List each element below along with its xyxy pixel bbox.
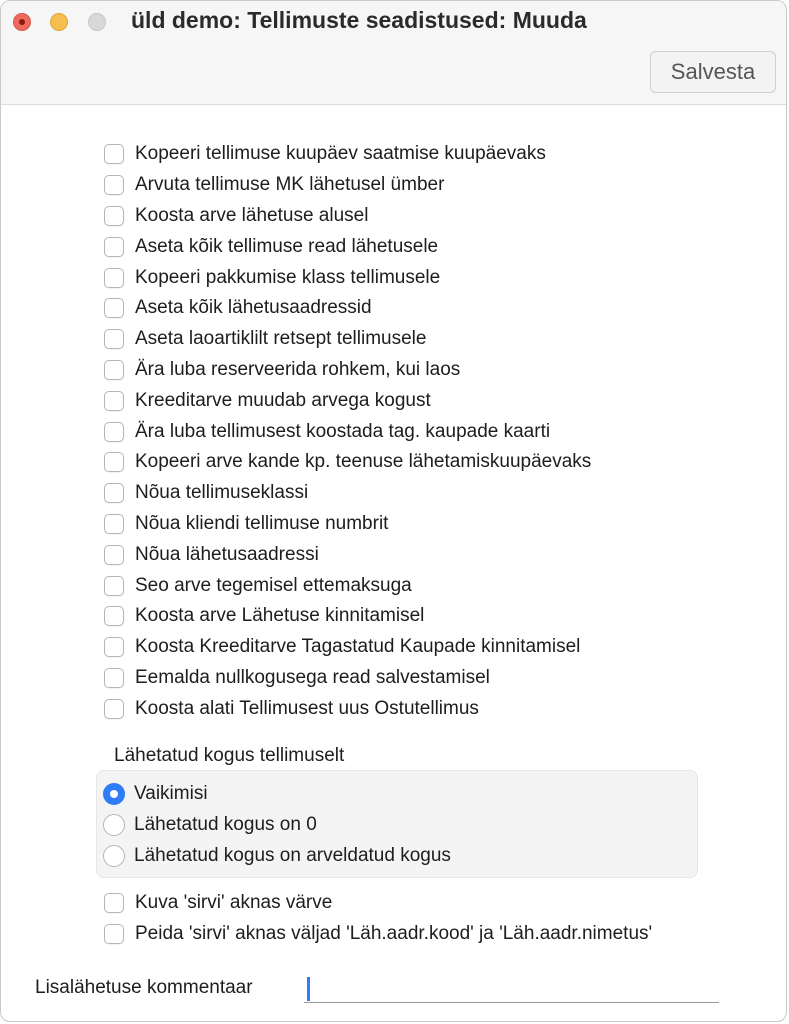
checkbox-label: Eemalda nullkogusega read salvestamisel [135, 666, 490, 688]
zoom-window-button [88, 13, 106, 31]
checkbox[interactable] [104, 206, 124, 226]
checkbox-label: Ära luba tellimusest koostada tag. kaupade kaarti [135, 420, 551, 442]
checkbox-label: Seo arve tegemisel ettemaksuga [135, 574, 412, 596]
checkbox-row[interactable] [104, 170, 591, 201]
checkbox[interactable] [104, 298, 124, 318]
close-window-button[interactable] [13, 13, 31, 31]
checkbox-row[interactable] [104, 231, 591, 262]
checkbox-label: Ära luba reserveerida rohkem, kui laos [135, 358, 461, 380]
checkbox-row[interactable] [104, 888, 652, 919]
checkbox[interactable] [104, 514, 124, 534]
checkbox[interactable] [104, 924, 124, 944]
radio-label: Lähetatud kogus on arveldatud kogus [134, 844, 451, 866]
checkbox-label: Aseta laoartiklilt retsept tellimusele [135, 328, 427, 350]
checkbox[interactable] [104, 360, 124, 380]
radio-button[interactable] [103, 814, 125, 836]
checkbox-label: Kopeeri tellimuse kuupäev saatmise kuupäevaks [135, 143, 546, 165]
radio-label: Vaikimisi [134, 782, 208, 804]
checkbox-row[interactable] [104, 663, 591, 694]
checkbox-label: Kopeeri pakkumise klass tellimusele [135, 266, 441, 288]
checkbox-row[interactable] [104, 478, 591, 509]
checkbox-label: Arvuta tellimuse MK lähetusel ümber [135, 174, 445, 196]
checkbox[interactable] [104, 391, 124, 411]
shipped-quantity-options [103, 778, 451, 871]
checkbox-row[interactable] [104, 601, 591, 632]
comment-input[interactable] [304, 973, 719, 1003]
shipped-quantity-title: Lähetatud kogus tellimuselt [114, 745, 345, 766]
checkbox-label: Kuva 'sirvi' aknas värve [135, 892, 333, 914]
checkbox-row[interactable] [104, 139, 591, 170]
checkbox-row[interactable] [104, 293, 591, 324]
checkbox-label: Kopeeri arve kande kp. teenuse lähetamiskuupäevaks [135, 451, 592, 473]
checkbox[interactable] [104, 637, 124, 657]
checkbox-row[interactable] [104, 509, 591, 540]
checkbox-label: Koosta alati Tellimusest uus Ostutellimus [135, 697, 479, 719]
checkbox-label: Koosta arve Lähetuse kinnitamisel [135, 605, 425, 627]
checkbox[interactable] [104, 606, 124, 626]
checkbox[interactable] [104, 699, 124, 719]
checkbox-label: Kreeditarve muudab arvega kogust [135, 389, 431, 411]
checkbox-list [104, 139, 591, 724]
checkbox-row[interactable] [104, 539, 591, 570]
checkbox-row[interactable] [104, 355, 591, 386]
radio-option[interactable] [103, 809, 451, 840]
title-bar [1, 1, 786, 105]
checkbox[interactable] [104, 144, 124, 164]
radio-option[interactable] [103, 840, 451, 871]
checkbox-row[interactable] [104, 447, 591, 478]
comment-label: Lisalähetuse kommentaar [35, 977, 253, 998]
save-button[interactable]: Salvesta [650, 51, 776, 93]
checkbox[interactable] [104, 545, 124, 565]
checkbox[interactable] [104, 893, 124, 913]
checkbox[interactable] [104, 452, 124, 472]
checkbox[interactable] [104, 668, 124, 688]
checkbox-label: Koosta arve lähetuse alusel [135, 204, 369, 226]
checkbox[interactable] [104, 422, 124, 442]
checkbox-label: Nõua tellimuseklassi [135, 482, 309, 504]
checkbox-row[interactable] [104, 416, 591, 447]
checkbox[interactable] [104, 329, 124, 349]
text-caret [307, 977, 310, 1001]
checkbox-label: Aseta kõik tellimuse read lähetusele [135, 235, 439, 257]
checkbox[interactable] [104, 483, 124, 503]
checkbox-label: Nõua kliendi tellimuse numbrit [135, 512, 389, 534]
checkbox[interactable] [104, 268, 124, 288]
checkbox-row[interactable] [104, 324, 591, 355]
checkbox-label: Koosta Kreeditarve Tagastatud Kaupade kinnitamisel [135, 636, 581, 658]
window-title: üld demo: Tellimuste seadistused: Muuda [131, 7, 587, 33]
checkbox-row[interactable] [104, 262, 591, 293]
checkbox-row[interactable] [104, 919, 652, 950]
checkbox-label: Peida 'sirvi' aknas väljad 'Läh.aadr.kood' ja 'Läh.aadr.nimetus' [135, 923, 653, 945]
radio-label: Lähetatud kogus on 0 [134, 813, 317, 835]
checkbox-row[interactable] [104, 693, 591, 724]
checkbox[interactable] [104, 576, 124, 596]
checkbox-row[interactable] [104, 385, 591, 416]
checkbox-row[interactable] [104, 632, 591, 663]
browse-checkbox-list [104, 888, 652, 950]
checkbox-label: Aseta kõik lähetusaadressid [135, 297, 372, 319]
checkbox-row[interactable] [104, 570, 591, 601]
checkbox-row[interactable] [104, 201, 591, 232]
minimize-window-button[interactable] [50, 13, 68, 31]
checkbox-label: Nõua lähetusaadressi [135, 543, 319, 565]
radio-button[interactable] [103, 783, 125, 805]
checkbox[interactable] [104, 237, 124, 257]
checkbox[interactable] [104, 175, 124, 195]
radio-button[interactable] [103, 845, 125, 867]
radio-option[interactable] [103, 778, 451, 809]
